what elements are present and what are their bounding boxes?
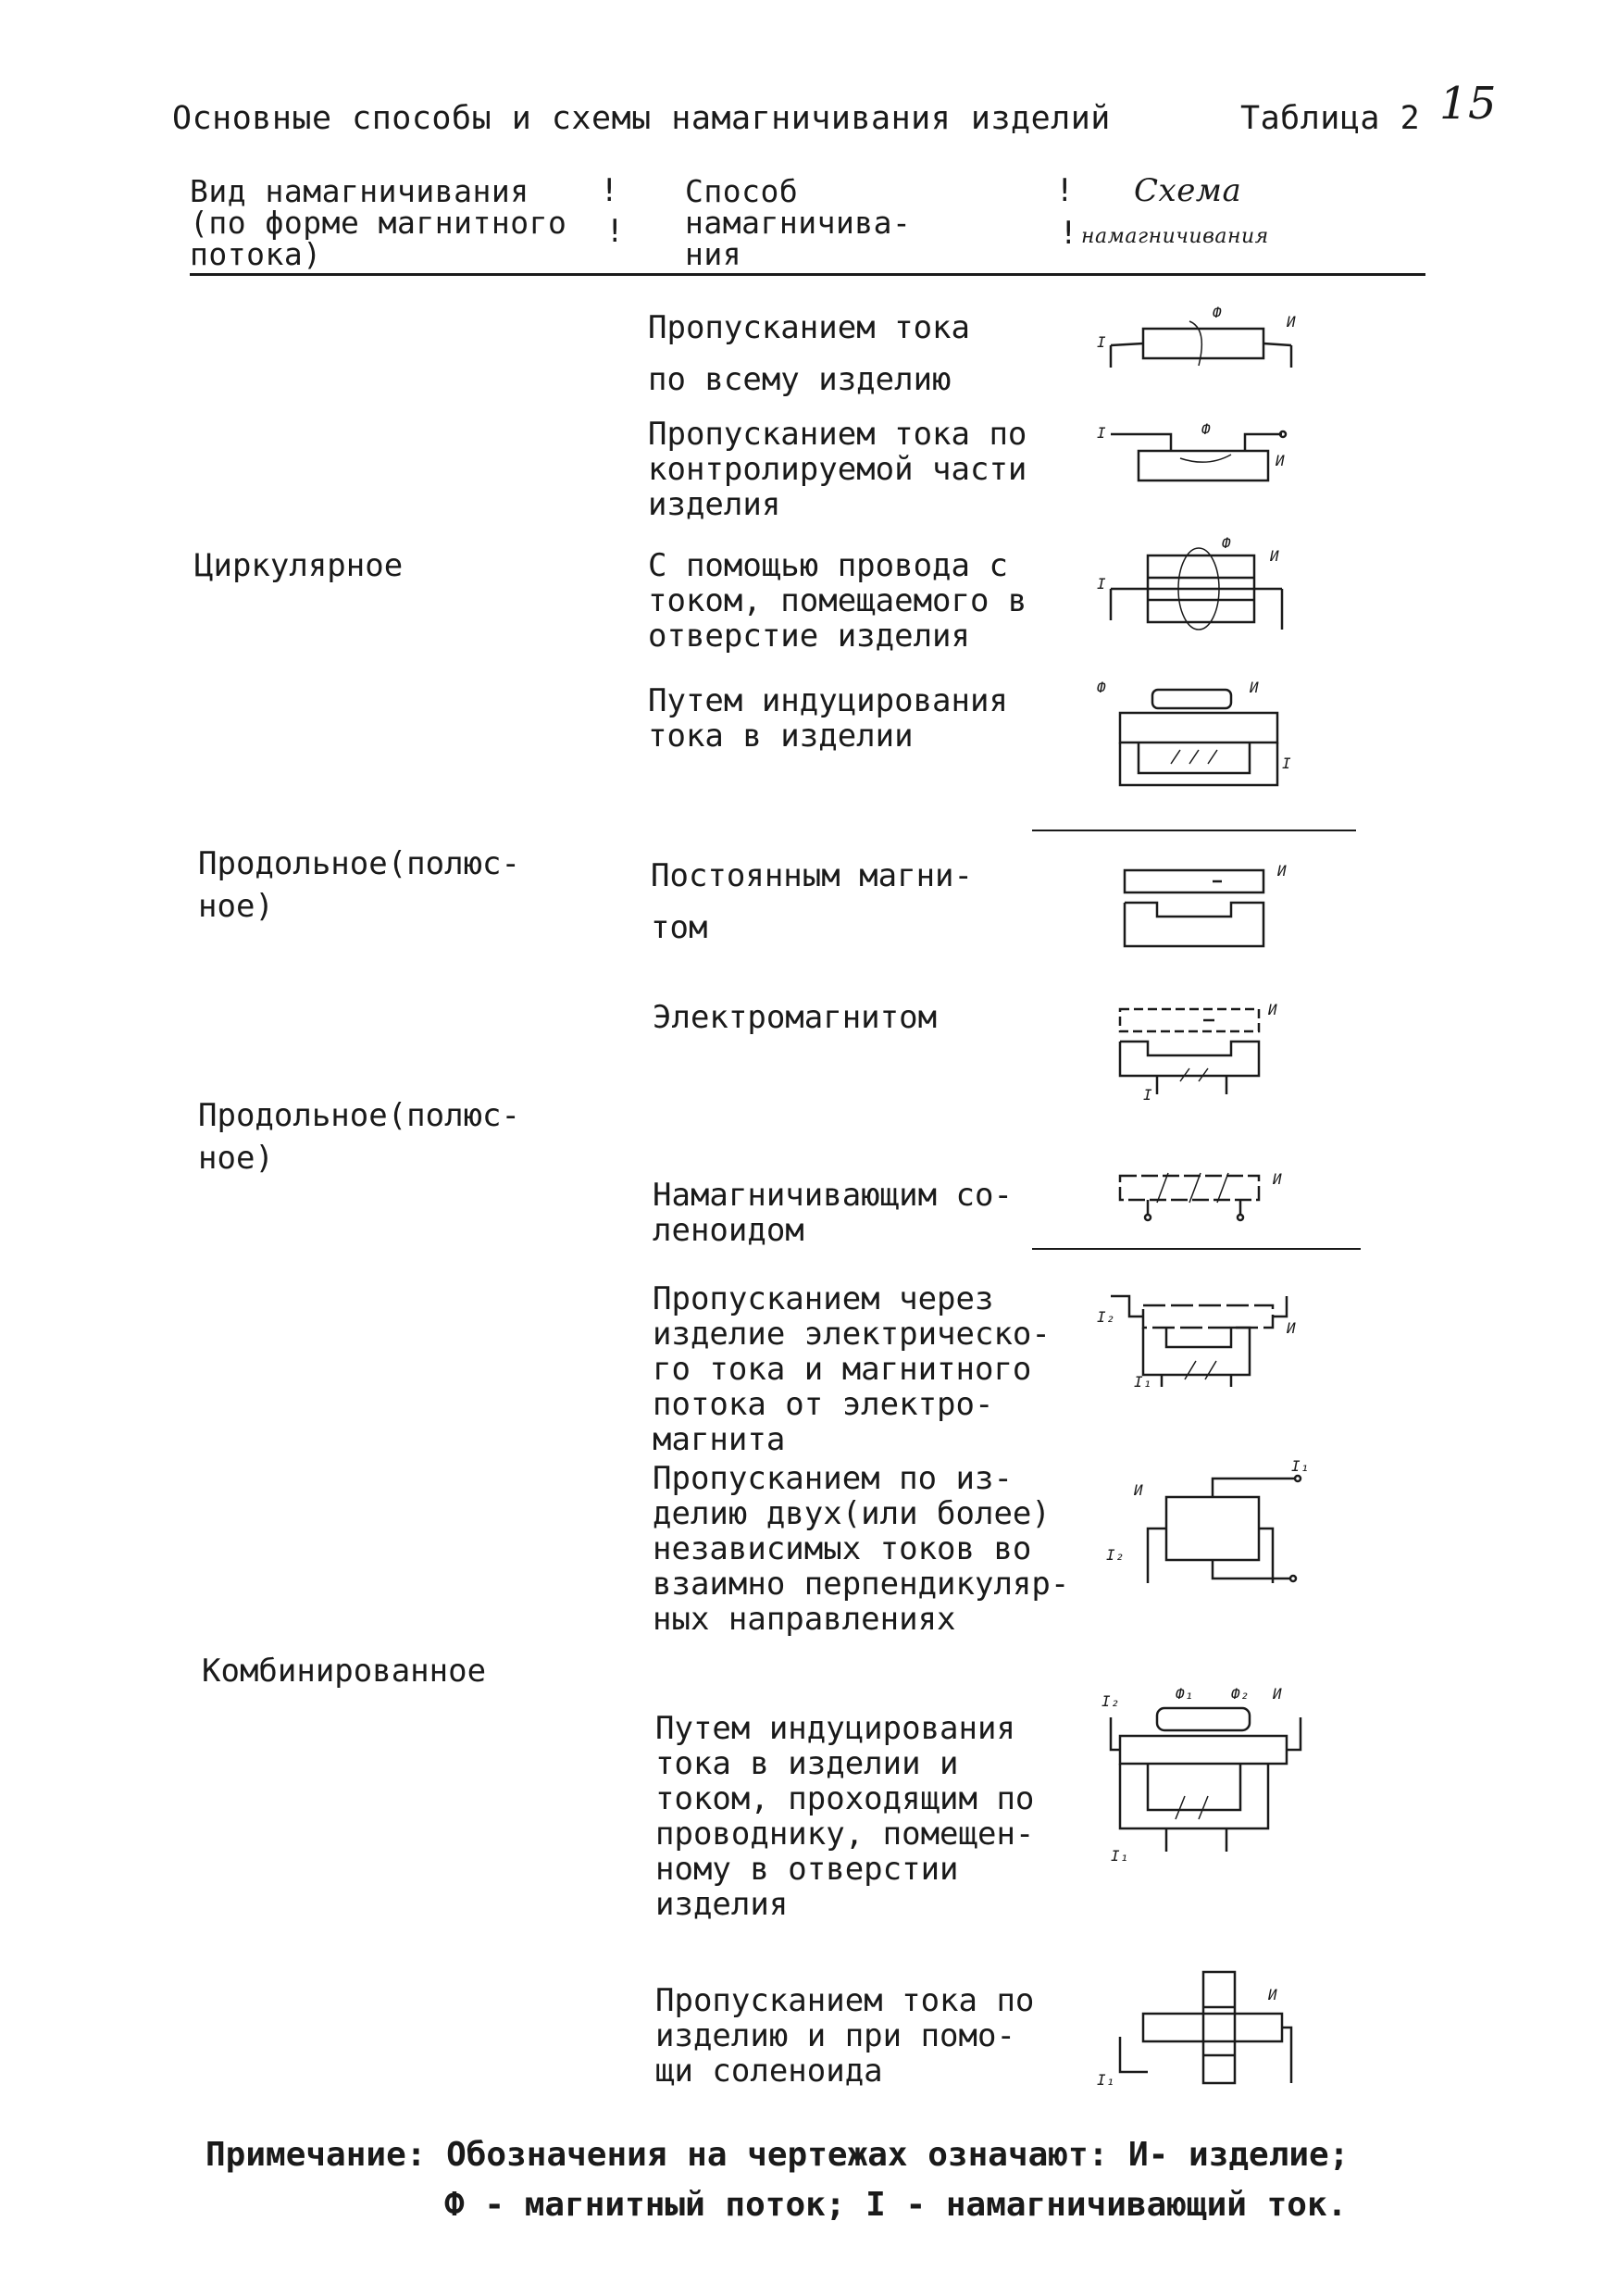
header-separator: !	[1055, 172, 1075, 209]
svg-text:И: И	[1273, 1170, 1282, 1188]
schematic-solenoid	[1092, 1162, 1314, 1227]
header-method: Способ намагничива- ния	[685, 173, 912, 272]
method-current-and-solenoid: Пропусканием тока по изделию и при помо- щи соленоида	[655, 1982, 1035, 2090]
svg-text:И: И	[1277, 862, 1287, 880]
svg-text:Ф: Ф	[1213, 304, 1222, 321]
schematic-electromagnet	[1092, 991, 1314, 1111]
svg-text:Ф: Ф	[1201, 420, 1211, 438]
kind-longitudinal: Продольное(полюс- ное)	[198, 845, 520, 925]
section-rule	[1032, 1248, 1361, 1250]
svg-text:И: И	[1273, 1685, 1282, 1703]
method-permanent-magnet: Постоянным магни- том	[651, 857, 973, 946]
schematic-whole-item	[1092, 301, 1314, 375]
header-separator: !	[600, 172, 619, 209]
header-separator: !	[1059, 215, 1078, 252]
schematic-wire-in-hole	[1092, 534, 1314, 639]
header-scheme-sub: намагничивания	[1081, 225, 1269, 248]
svg-text:И: И	[1287, 313, 1296, 331]
svg-text:И: И	[1250, 679, 1259, 696]
schematic-induction	[1092, 676, 1314, 796]
svg-text:И: И	[1268, 1986, 1277, 2003]
kind-longitudinal: Продольное(полюс- ное)	[198, 1097, 520, 1177]
schematic-permanent-magnet	[1092, 852, 1314, 954]
footnote-line-1: Примечание: Обозначения на чертежах означают: И- изделие;	[205, 2136, 1350, 2174]
svg-text:I₂: I₂	[1106, 1546, 1125, 1564]
schematic-current-and-flux	[1092, 1278, 1314, 1398]
svg-text:И: И	[1134, 1481, 1143, 1499]
svg-text:Ф: Ф	[1222, 534, 1231, 552]
kind-circular: Циркулярное	[194, 547, 404, 584]
schematic-current-and-solenoid	[1092, 1963, 1314, 2092]
header-kind: Вид намагничивания (по форме магнитного потока)	[190, 173, 567, 272]
svg-text:I: I	[1143, 1086, 1152, 1104]
svg-text:I₁: I₁	[1097, 2071, 1115, 2089]
schematic-partial-item	[1092, 421, 1314, 495]
page-number: 15	[1439, 78, 1498, 130]
header-scheme-title: Схема	[1134, 172, 1242, 209]
svg-text:I: I	[1282, 755, 1291, 772]
method-partial-item: Пропусканием тока по контролируемой части изделия	[648, 416, 1027, 523]
svg-text:I: I	[1097, 424, 1106, 442]
method-two-currents: Пропусканием по из- делию двух(или более) независимых токов во взаимно перпендикуляр- ных направлениях	[653, 1460, 1070, 1638]
method-electromagnet: Электромагнитом	[653, 999, 938, 1036]
header-separator: !	[605, 213, 625, 250]
svg-text:Ф: Ф	[1097, 679, 1106, 696]
svg-text:I: I	[1097, 333, 1106, 351]
method-wire-in-hole: С помощью провода с током, помещаемого в отверстие изделия	[648, 547, 1027, 655]
header-rule	[190, 273, 1425, 276]
svg-text:И: И	[1276, 452, 1285, 469]
svg-text:И: И	[1270, 547, 1279, 565]
kind-combined: Комбинированное	[202, 1653, 487, 1690]
method-whole-item: Пропусканием тока по всему изделию	[648, 309, 970, 398]
svg-text:Ф₁: Ф₁	[1176, 1685, 1194, 1703]
svg-text:I₁: I₁	[1291, 1457, 1310, 1475]
schematic-induction-and-conductor	[1092, 1680, 1314, 1875]
svg-text:И: И	[1287, 1319, 1296, 1337]
section-rule	[1032, 830, 1356, 831]
svg-text:I: I	[1097, 575, 1106, 593]
method-induction-and-conductor: Путем индуцирования тока в изделии и током, проходящим по проводнику, помещен- ному в отверстии изделия	[655, 1710, 1035, 1923]
svg-text:И: И	[1268, 1001, 1277, 1018]
method-solenoid: Намагничивающим со- леноидом	[653, 1177, 1013, 1249]
table-number: Таблица 2	[1240, 100, 1421, 137]
schematic-two-currents	[1092, 1458, 1314, 1597]
svg-text:I₁: I₁	[1134, 1373, 1152, 1391]
method-current-and-flux: Пропусканием через изделие электрическо- го тока и магнитного потока от электро- магнита	[653, 1280, 1051, 1458]
footnote-line-2: Ф - магнитный поток; I - намагничивающий ток.	[444, 2186, 1348, 2224]
table-caption: Основные способы и схемы намагничивания изделий	[172, 100, 1111, 137]
svg-text:I₂: I₂	[1101, 1692, 1120, 1710]
svg-text:Ф₂: Ф₂	[1231, 1685, 1250, 1703]
method-induction: Путем индуцирования тока в изделии	[648, 682, 1008, 755]
svg-text:I₂: I₂	[1097, 1308, 1115, 1326]
svg-text:I₁: I₁	[1111, 1847, 1129, 1865]
